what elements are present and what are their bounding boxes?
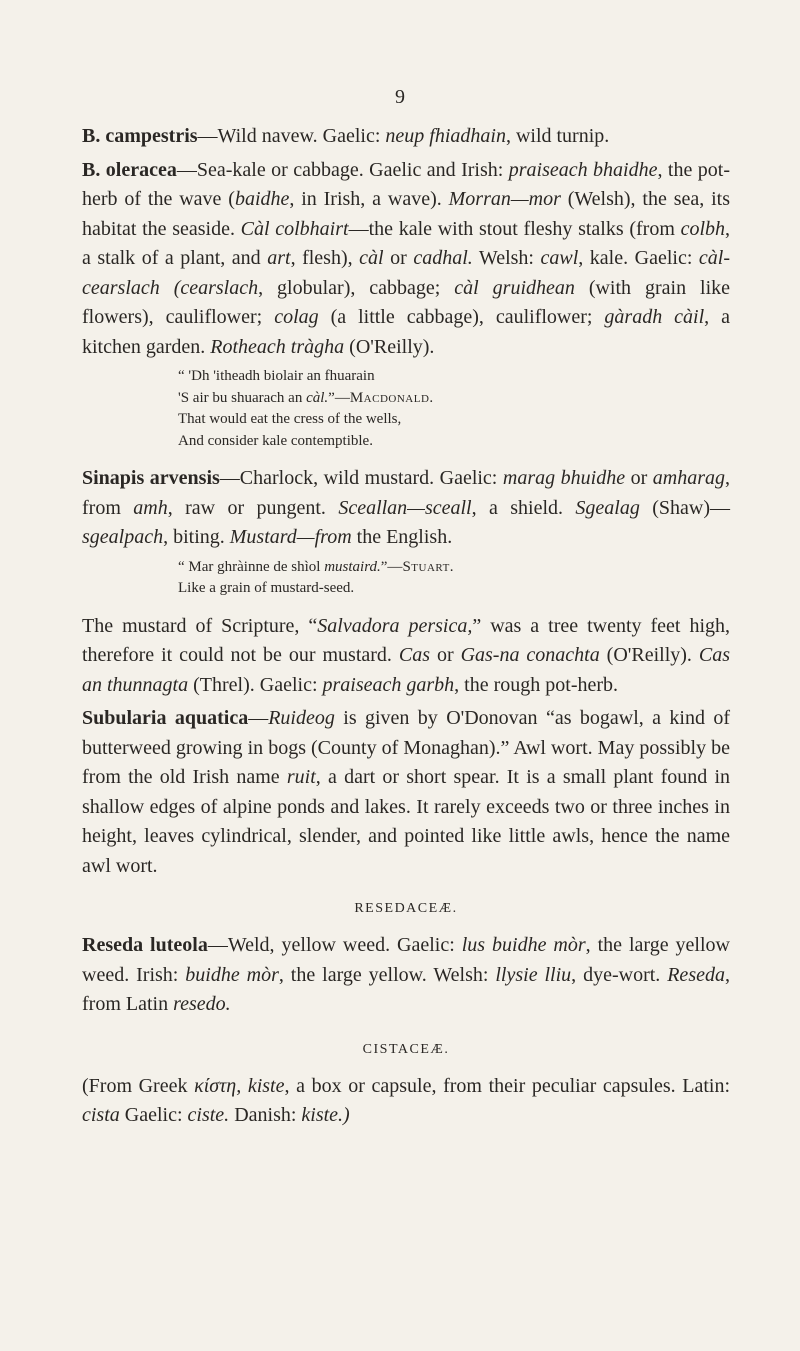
- quote-line: “ Mar ghràinne de shìol mustaird.”—Stuart.: [178, 558, 455, 575]
- entry-cistaceae: (From Greek κίστη, kiste, a box or capsule, from their peculiar capsules. Latin: cista Gaelic: ciste. Danish: kiste.): [82, 1074, 731, 1126]
- entry-term: B. oleracea: [82, 158, 177, 181]
- quote-line: And consider kale contemptible.: [178, 432, 373, 449]
- page-content: [82, 122, 730, 1131]
- quote-author: Stuart.: [402, 558, 455, 575]
- quote-author: Macdonald.: [349, 389, 434, 406]
- entry-subularia: Subularia aquatica—Ruideog is given by O'Donovan “as bogawl, a kind of butterweed growing in bogs (County of Monaghan).” Awl wort. May possibly be from the old Irish name ruit, a dart or short spear. It is a small plant found in shallow edges of alpine ponds and lakes. It rarely exceeds two or three inches in height, leaves cylindrical, slender, and pointed like little awls, hence the name awl wort.: [82, 707, 730, 877]
- section-heading-cistaceae: CISTACEÆ.: [362, 1041, 450, 1057]
- section-heading-resedaceae: RESEDACEÆ.: [354, 901, 458, 916]
- entry-term: Reseda luteola: [82, 934, 208, 956]
- quote-line: 'S air bu shuarach an càl.”—Macdonald.: [178, 389, 434, 406]
- quote-line: That would eat the cress of the wells,: [178, 411, 402, 427]
- entry-term: Sinapis arvensis: [82, 467, 220, 489]
- quote-line: Like a grain of mustard-seed.: [178, 580, 355, 596]
- entry-term: B. campestris: [82, 125, 198, 147]
- entry-campestris: B. campestris—Wild navew. Gaelic: neup fhiadhain, wild turnip.: [82, 125, 610, 147]
- quote-stuart: [178, 557, 730, 600]
- entry-reseda: Reseda luteola—Weld, yellow weed. Gaelic: lus buidhe mòr, the large yellow weed. Irish: buidhe mòr, the large yellow. Welsh: llysie lliu, dye-wort. Reseda, from Latin resedo.: [82, 934, 730, 1015]
- entry-term: Subularia aquatica: [82, 707, 249, 729]
- entry-sinapis: Sinapis arvensis—Charlock, wild mustard. Gaelic: marag bhuidhe or amharag, from amh, raw or pungent. Sceallan—sceall, a shield. Sgealag (Shaw)—sgealpach, biting. Mustard—from the English.: [82, 467, 731, 548]
- entry-scripture-mustard: The mustard of Scripture, “Salvadora persica,” was a tree twenty feet high, therefore it could not be our mustard. Cas or Gas-na conachta (O'Reilly). Cas an thunnagta (Threl). Gaelic: praiseach garbh, the rough pot-herb.: [82, 614, 731, 696]
- quote-line: “ 'Dh 'itheadh biolair an fhuarain: [178, 368, 375, 384]
- quote-macdonald: [178, 366, 730, 452]
- entry-oleracea: B. oleracea—Sea-kale or cabbage. Gaelic and Irish: praiseach bhaidhe, the pot-herb of the wave (baidhe, in Irish, a wave). Morran—mor (Welsh), the sea, its habitat the seaside. Càl colbhairt—the kale with stout fleshy stalks (from colbh, a stalk of a plant, and art, flesh), càl or cadhal. Welsh: cawl, kale. Gaelic: càl-cearslach (cearslach, globular), cabbage; càl gruidhean (with grain like flowers), cauliflower; colag (a little cabbage), cauliflower; gàradh càil, a kitchen garden. Rotheach tràgha (O'Reilly).: [82, 158, 731, 358]
- page-number: 9: [395, 86, 405, 108]
